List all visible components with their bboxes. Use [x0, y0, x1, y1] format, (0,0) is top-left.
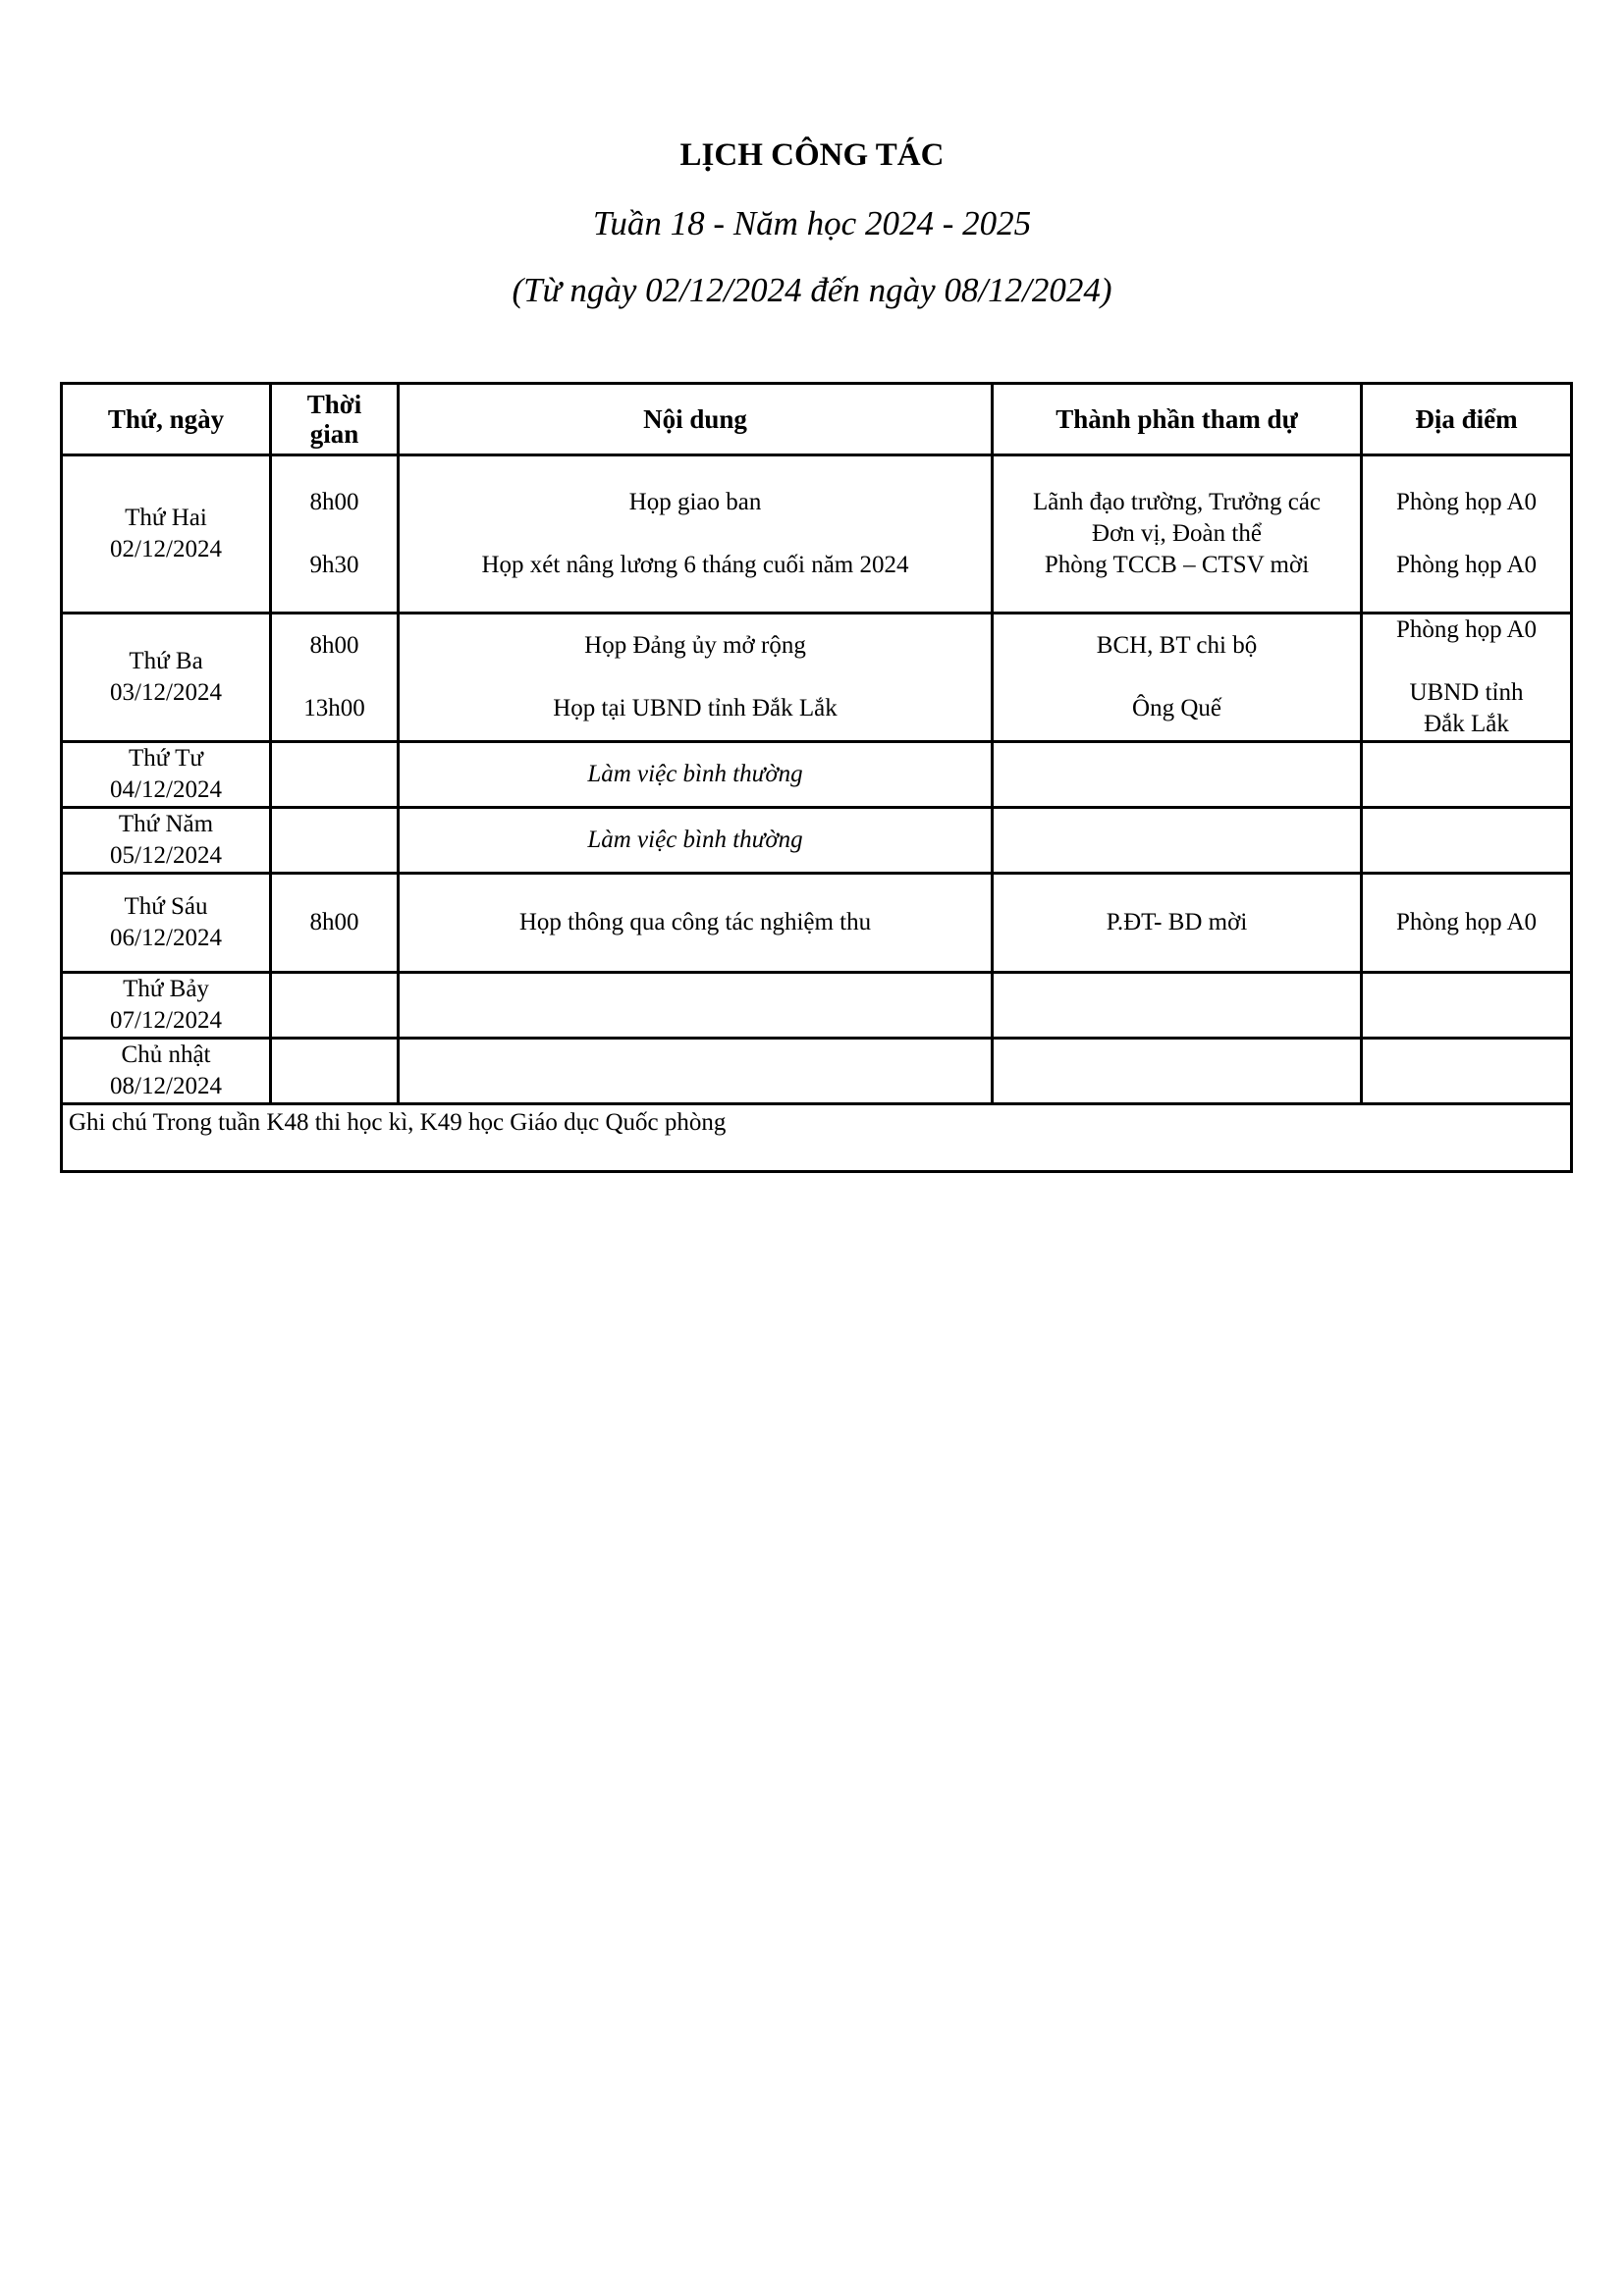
- location-text: Phòng họp A0: [1395, 552, 1538, 578]
- attendees-text: Lãnh đạo trường, Trưởng các: [1032, 489, 1322, 515]
- day-name: Thứ Ba: [129, 648, 203, 674]
- table-row: [62, 742, 1572, 808]
- column-header-content: Nội dung: [399, 384, 993, 455]
- attendees-cell: P.ĐT- BD mời: [993, 874, 1362, 973]
- day-cell: [62, 973, 271, 1039]
- attendees-cell: [993, 455, 1362, 614]
- column-header-attendees: Thành phần tham dự: [993, 384, 1362, 455]
- location-cell: [1362, 455, 1572, 614]
- content-cell: [399, 455, 993, 614]
- day-name: Thứ Tư: [129, 745, 203, 772]
- content-cell: Làm việc bình thường: [399, 742, 993, 808]
- content-cell: [399, 1039, 993, 1104]
- attendees-cell: [993, 742, 1362, 808]
- time-cell: 8h00: [271, 874, 399, 973]
- column-header-time: Thời gian: [271, 384, 399, 455]
- day-cell: [62, 455, 271, 614]
- column-header-location: Địa điểm: [1362, 384, 1572, 455]
- day-cell: [62, 808, 271, 874]
- table-row: [62, 614, 1572, 742]
- attendees-cell: [993, 1039, 1362, 1104]
- location-text: Phòng họp A0: [1395, 489, 1538, 515]
- location-text: Phòng họp A0: [1395, 616, 1538, 643]
- content-text: Họp tại UBND tỉnh Đắk Lắk: [553, 695, 838, 721]
- time-value: 8h00: [309, 489, 359, 515]
- time-cell: [271, 1039, 399, 1104]
- day-name: Thứ Hai: [125, 505, 207, 531]
- day-cell: [62, 1039, 271, 1104]
- content-text: Họp xét nâng lương 6 tháng cuối năm 2024: [481, 552, 909, 578]
- location-text: Đắk Lắk: [1424, 711, 1509, 737]
- location-cell: [1362, 808, 1572, 874]
- time-value: 13h00: [303, 695, 365, 721]
- content-cell: Làm việc bình thường: [399, 808, 993, 874]
- content-text: Họp giao ban: [628, 489, 762, 515]
- location-cell: [1362, 1039, 1572, 1104]
- day-cell: [62, 614, 271, 742]
- day-date: 05/12/2024: [110, 842, 222, 869]
- time-cell: [271, 742, 399, 808]
- attendees-cell: [993, 973, 1362, 1039]
- column-header-day: Thứ, ngày: [62, 384, 271, 455]
- day-date: 02/12/2024: [110, 536, 222, 562]
- content-cell: Họp thông qua công tác nghiệm thu: [399, 874, 993, 973]
- content-cell: [399, 614, 993, 742]
- day-cell: [62, 874, 271, 973]
- location-text: UBND tỉnh: [1409, 679, 1524, 706]
- table-row: [62, 1039, 1572, 1104]
- attendees-text: Phòng TCCB – CTSV mời: [1044, 552, 1310, 578]
- page-title: LỊCH CÔNG TÁC: [679, 137, 945, 173]
- table-row: [62, 874, 1572, 973]
- location-cell: Phòng họp A0: [1362, 874, 1572, 973]
- attendees-cell: [993, 614, 1362, 742]
- date-range: (Từ ngày 02/12/2024 đến ngày 08/12/2024): [512, 271, 1112, 309]
- attendees-cell: [993, 808, 1362, 874]
- attendees-text: Đơn vị, Đoàn thể: [1092, 520, 1262, 547]
- attendees-text: BCH, BT chi bộ: [1096, 632, 1258, 659]
- table-header-row: [62, 384, 1572, 455]
- day-name: Thứ Năm: [118, 811, 214, 837]
- time-cell: [271, 455, 399, 614]
- content-cell: [399, 973, 993, 1039]
- content-text: Họp Đảng ủy mở rộng: [584, 632, 806, 659]
- week-subtitle: Tuần 18 - Năm học 2024 - 2025: [592, 204, 1032, 242]
- location-cell: [1362, 614, 1572, 742]
- note-text: Ghi chú Trong tuần K48 thi học kì, K49 học Giáo dục Quốc phòng: [62, 1104, 1572, 1172]
- table-row: [62, 973, 1572, 1039]
- time-cell: [271, 614, 399, 742]
- day-name: Thứ Sáu: [124, 893, 208, 920]
- attendees-text: Ông Quế: [1132, 695, 1221, 721]
- table-row: [62, 808, 1572, 874]
- day-date: 04/12/2024: [110, 776, 222, 803]
- location-cell: [1362, 973, 1572, 1039]
- note-row: [62, 1104, 1572, 1172]
- location-cell: [1362, 742, 1572, 808]
- day-date: 06/12/2024: [110, 925, 222, 951]
- day-date: 08/12/2024: [110, 1073, 222, 1099]
- time-value: 8h00: [309, 632, 359, 659]
- day-name: Chủ nhật: [121, 1041, 211, 1068]
- day-date: 03/12/2024: [110, 679, 222, 706]
- time-value: 9h30: [309, 552, 359, 578]
- day-date: 07/12/2024: [110, 1007, 222, 1034]
- day-cell: [62, 742, 271, 808]
- schedule-table: [60, 382, 1573, 1173]
- time-cell: [271, 973, 399, 1039]
- day-name: Thứ Bảy: [123, 976, 209, 1002]
- table-row: [62, 455, 1572, 614]
- time-cell: [271, 808, 399, 874]
